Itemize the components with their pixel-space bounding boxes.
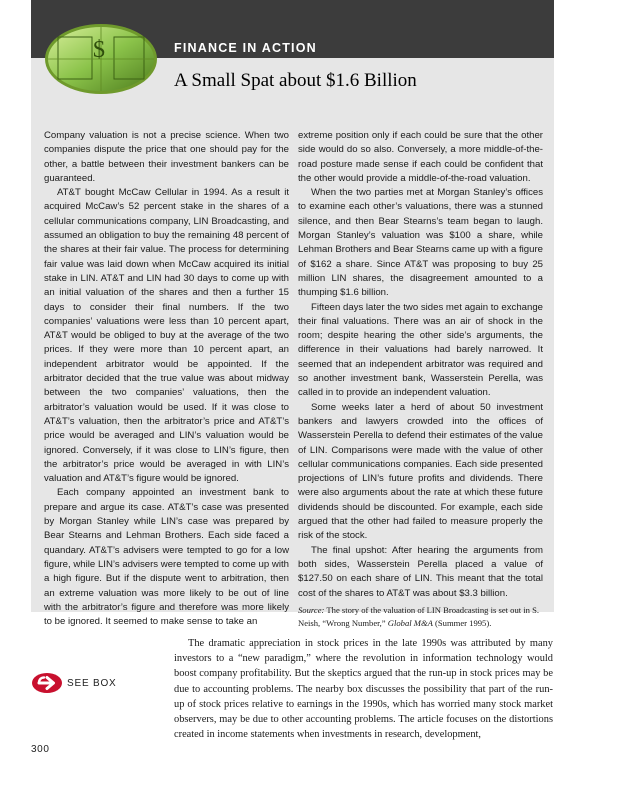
paragraph: Company valuation is not a precise science. When two companies dispute the price that one should pay for the other, a battle between their investment bankers can be guaranteed. (44, 130, 289, 184)
source-label: Source: (298, 604, 325, 615)
page-number: 300 (31, 744, 50, 755)
see-box-reference[interactable] (31, 672, 117, 694)
money-logo-icon (44, 23, 159, 95)
source-citation (298, 604, 543, 630)
source-journal: Global M&A (387, 617, 433, 628)
paragraph: Each company appointed an investment bank to prepare and argue its case. AT&T’s case was presented by Morgan Stanley while LIN’s case was prepared by Bear Stearns and Lehman Brothers. Each side faced a quandary. AT&T’s advisers were tempted to go for a low figure, while LIN’s advisers were tempted to come up with a high figure. But if the dispute went to arbitration, then an extreme valuation was more likely to be out of line with the arbitrator’s figure and therefore was more likely to be ignored. It seemed to make sense to take an (44, 487, 289, 628)
paragraph: AT&T bought McCaw Cellular in 1994. As a result it acquired McCaw’s 52 percent stake in the shares of a cellular communications company, LIN Broadcasting, and assumed an obligation to buy the remaining 48 percent of the shares at their fair value. The process for determining fair value was laid down when McCaw acquired its initial stake in LIN. AT&T and LIN had 30 days to come up with an initial valuation of the shares and then a further 15 days to consider their final numbers. If the two companies’ valuations were less than 10 percent apart, AT&T would be obliged to buy at the average of the two prices. If they were more than 10 percent apart, an independent arbitrator would be appointed. If the arbitrator decided that the true value was about midway between the two companies’ valuations, then the arbitrator’s valuation would be used. If it was close to AT&T’s valuation, then the arbitrator’s price and AT&T’s price would be averaged and LIN’s valuation would be ignored. Conversely, if it was close to LIN’s figure, then the arbitrator’s price would be averaged in with LIN’s valuation and AT&T’s figure would be ignored. (44, 187, 289, 485)
paragraph: extreme position only if each could be sure that the other side would do so also. Conversely, a more middle-of-the-road posture made sense if each could be confident that the other would provide a middle-of-the-road valuation. (298, 130, 543, 184)
paragraph: The final upshot: After hearing the arguments from both sides, Wasserstein Perella placed a value of $127.50 on each share of LIN. This meant that the total cost of the shares to AT&T was about $3.3 billion. (298, 544, 543, 599)
paragraph: Fifteen days later the two sides met again to exchange their final valuations. There was an air of shock in the room; despite hearing the other side’s arguments, the difference in their valuations had barely narrowed. It seemed that an independent arbitrator was required and so another investment bank, Wasserstein Perella, was called in to provide an independent valuation. (298, 301, 543, 399)
box-title: A Small Spat about $1.6 Billion (174, 70, 417, 91)
box-label: FINANCE IN ACTION (174, 41, 317, 55)
source-tail: (Summer 1995). (432, 617, 492, 628)
paragraph: The dramatic appreciation in stock prices in the late 1990s was attributed by many investors to a “new paradigm,” where the revolution in information technology would boost company profitability. But the skeptics argued that the run-up in stock prices may be due to accounting problems. The nearby box discusses the possibility that part of the run-up of stock prices relative to earnings in the 1990s, which has worried many stock market observers, may be due to other accounting problems. The article focuses on the distortions created in income statements when investments in research, development, (174, 638, 553, 741)
logo-dollar-sign: $ (93, 37, 105, 63)
main-body-text (174, 636, 553, 742)
arrow-right-icon (31, 672, 63, 694)
box-right-column (298, 129, 543, 630)
source-text: The story of the valuation of LIN Broadcasting is set out in S. Neish, “Wrong Number,” (298, 604, 540, 628)
box-left-column (44, 129, 289, 629)
paragraph: When the two parties met at Morgan Stanley’s offices to examine each other’s valuations, there was a stunned silence, and then Bear Stearns’s team began to laugh. Morgan Stanley’s valuation was $100 a share, while Lehman Brothers and Bear Stearns came up with a figure of $162 a share. Since AT&T was proposing to buy 25 million LIN shares, the disagreement amounted to a thumping $1.6 billion. (298, 187, 543, 299)
paragraph: Some weeks later a herd of about 50 investment bankers and lawyers crowded into the offices of Wasserstein Perella to defend their estimates of the value of LIN. Comparisons were made with the value of other cellular communications companies. Each side presented projections of LIN’s future profits and dividends. There were also arguments about the rate at which these future dividends should be discounted. For example, each side argued that the other had failed to measure properly the risk of the stock. (298, 401, 543, 542)
see-box-label: SEE BOX (67, 677, 117, 689)
